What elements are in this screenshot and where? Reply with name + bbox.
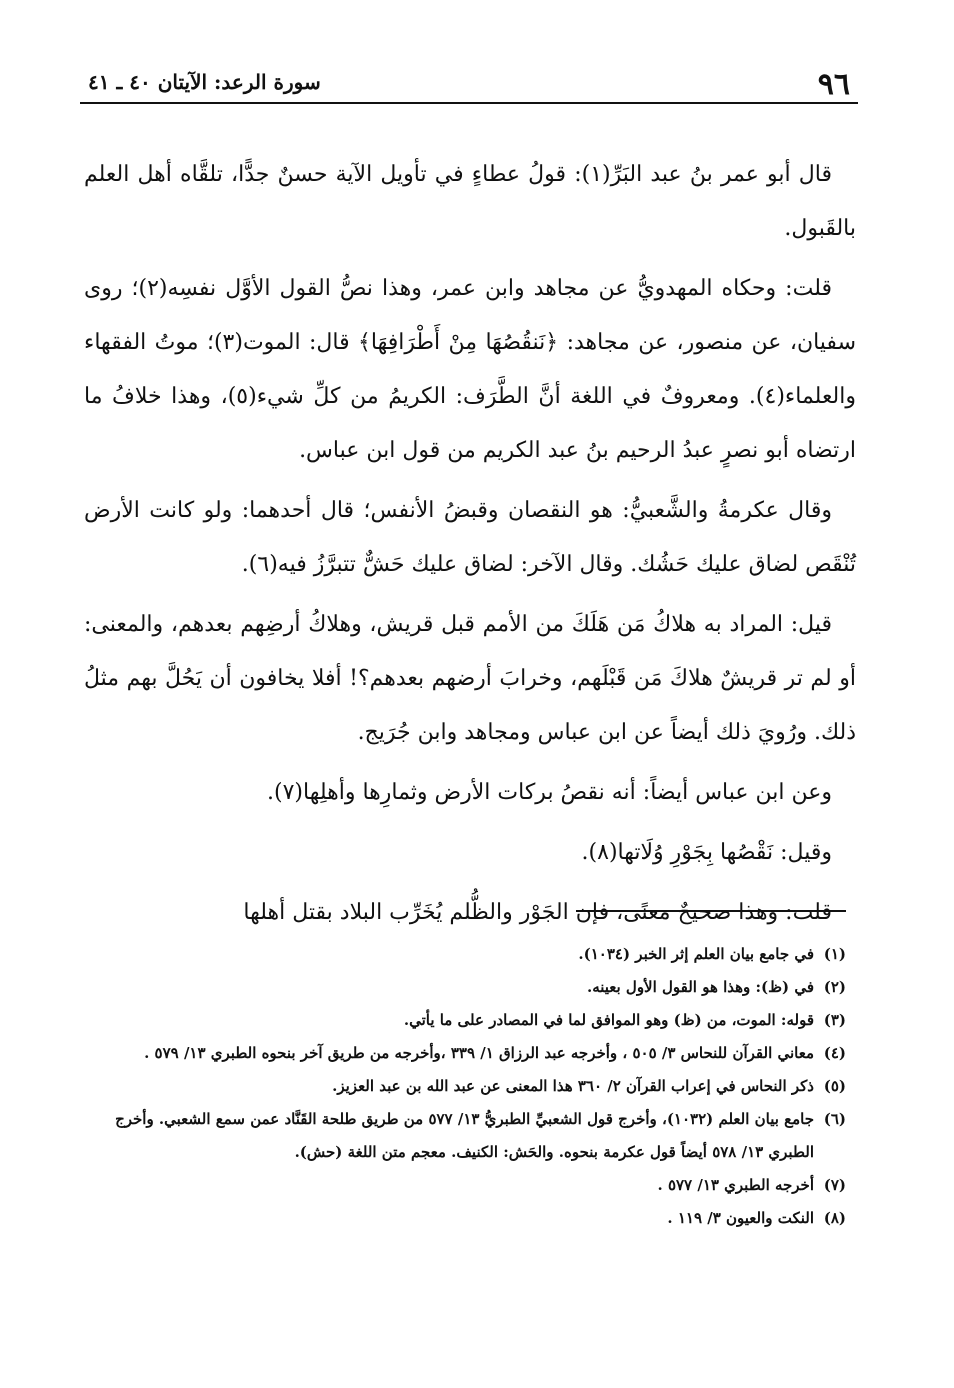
footnote-text: النكت والعيون ٣/ ١١٩ . <box>667 1209 814 1227</box>
footnote-number: (٦) <box>823 1110 846 1128</box>
footnote-number: (٧) <box>823 1176 846 1194</box>
paragraph: وعن ابن عباس أيضاً: أنه نقصُ بركات الأرض وثمارِها وأهلِها(٧). <box>267 780 832 805</box>
footnote-separator <box>576 910 846 912</box>
footnote-number: (٨) <box>823 1209 846 1227</box>
paragraph: قلت: وحكاه المهدويُّ عن مجاهد وابن عمر، وهذا نصُّ القول الأوَّل نفسِه(٢)؛ روى سفيان، عن منصور، عن مجاهد: ﴿نَنقُصُهَا مِنْ أَطْرَافِهَا﴾ قال: الموت(٣)؛ موتُ الفقهاء والعلماء(٤). ومعروفٌ في اللغة أنَّ الطَّرَف: الكريمُ من كلِّ شيء(٥)، وهذا خلافُ ما ارتضاه أبو نصرٍ عبدُ الرحيم بنُ عبد الكريم من قول ابن عباس. <box>84 276 856 463</box>
footnote-number: (٥) <box>823 1077 846 1095</box>
main-text <box>84 148 856 946</box>
footnote-number: (٢) <box>823 978 846 996</box>
footnote <box>86 1070 846 1103</box>
footnote <box>86 1004 846 1037</box>
paragraph: وقيل: نَقْصُها بِجَوْرِ وُلَاتها(٨). <box>581 840 832 865</box>
footnote-number: (٣) <box>823 1011 846 1029</box>
footnote-number: (٤) <box>823 1044 846 1062</box>
footnote <box>86 1169 846 1202</box>
footnote-text: جامع بيان العلم (١٠٣٢)، وأخرج قول الشعبيِّ الطبريُّ ١٣/ ٥٧٧ من طريق طلحة القَنَّاد عمن سمع الشعبي. وأخرج الطبري ١٣/ ٥٧٨ أيضاً قول عكرمة بنحوه. والحَش: الكنيف. معجم متن اللغة (حش). <box>115 1110 814 1161</box>
footnote <box>86 1037 846 1070</box>
footnote-text: في جامع بيان العلم إثر الخبر (١٠٣٤). <box>578 945 814 963</box>
paragraph: قال أبو عمر بنُ عبد البَرِّ(١): قولُ عطاءٍ في تأويل الآية حسنٌ جدًّا، تلقَّاه أهل العلم بالقَبول. <box>84 162 856 241</box>
paragraph: وقال عكرمةُ والشَّعبيُّ: هو النقصان وقبضُ الأنفس؛ قال أحدهما: ولو كانت الأرض تُنْقَص لضاق عليك حَشُك. وقال الآخر: لضاق عليك حَشٌّ تتبرَّزُ فيه(٦). <box>84 498 856 577</box>
footnotes <box>86 938 846 1235</box>
footnote <box>86 938 846 971</box>
footnote-text: معاني القرآن للنحاس ٣/ ٥٠٥ ، وأخرجه عبد الرزاق ١/ ٣٣٩ ،وأخرجه من طريق آخر بنحوه الطبري ١٣/ ٥٧٩ . <box>144 1044 814 1062</box>
footnote-text: ذكر النحاس في إعراب القرآن ٢/ ٣٦٠ هذا المعنى عن عبد الله بن عبد العزيز. <box>332 1077 814 1095</box>
page-header <box>80 62 858 104</box>
page-number: ٩٦ <box>817 67 850 102</box>
running-title: سورة الرعد: الآيتان ٤٠ ـ ٤١ <box>88 70 321 94</box>
footnote-number: (١) <box>823 945 846 963</box>
footnote-text: في (ظ): وهذا هو القول الأول بعينه. <box>586 978 814 996</box>
footnote <box>86 971 846 1004</box>
paragraph: قيل: المراد به هلاكُ مَن هَلَكَ من الأمم قبل قريش، وهلاكُ أرضِهم بعدهم، والمعنى: أو لم تر قريشٌ هلاكَ مَن قَبْلَهم، وخرابَ أرضهم بعدهم؟! أفلا يخافون أن يَحُلَّ بهم مثلُ ذلك. ورُويَ ذلك أيضاً عن ابن عباس ومجاهد وابن جُرَيج. <box>84 612 856 745</box>
footnote <box>86 1103 846 1169</box>
footnote-text: أخرجه الطبري ١٣/ ٥٧٧ . <box>657 1176 814 1194</box>
paragraph: قلت: وهذا صحيحٌ معنًى، فإن الجَوْر والظُّلم يُخَرِّب البلاد بقتل أهلها <box>243 900 832 925</box>
footnote-text: قوله: الموت، من (ظ) وهو الموافق لما في المصادر على ما يأتي. <box>403 1011 814 1029</box>
footnote <box>86 1202 846 1235</box>
